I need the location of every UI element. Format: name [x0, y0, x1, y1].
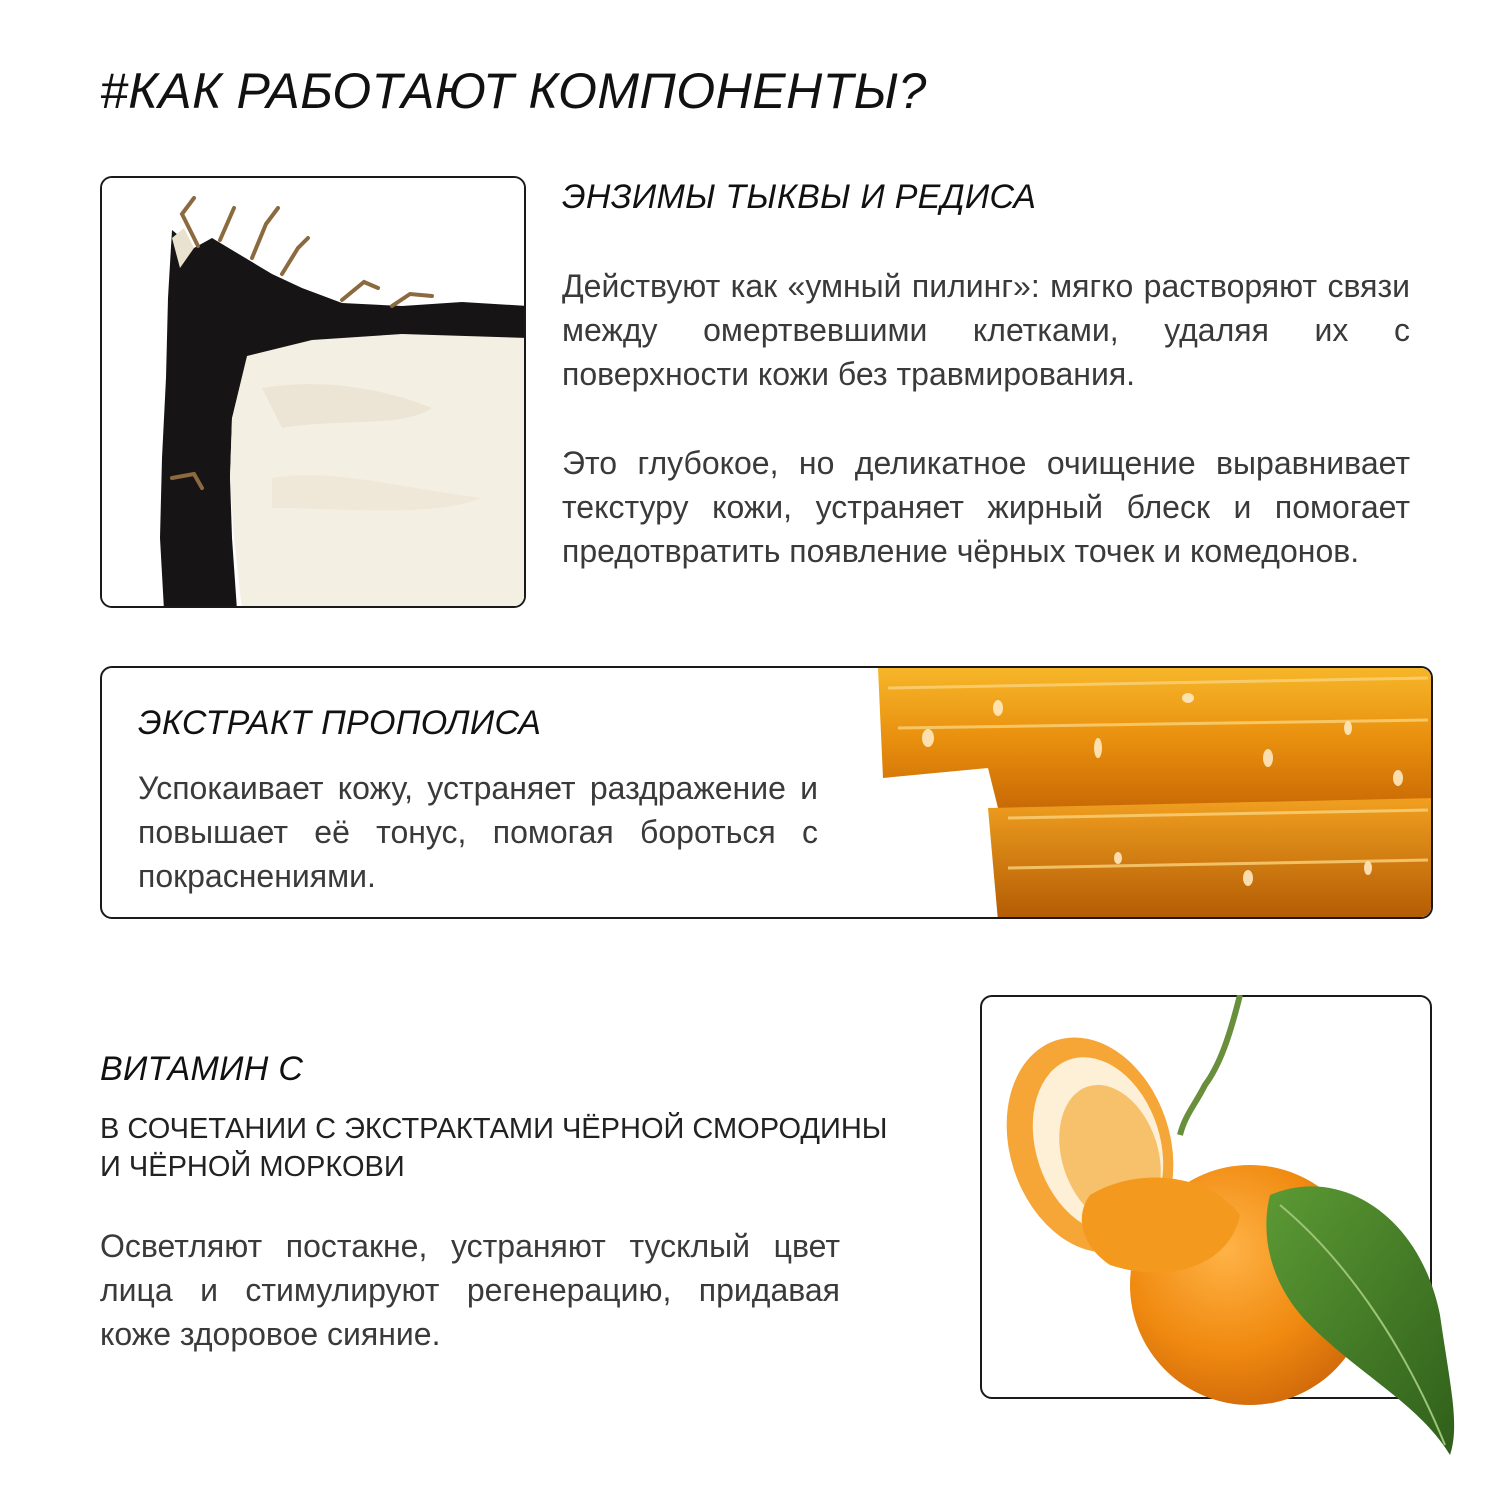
- section3-paragraph: Осветляют постакне, устраняют тусклый цвет лица и стимулируют регенерацию, придавая коже здоровое сияние.: [100, 1228, 840, 1352]
- section3-subtitle-line1: В СОЧЕТАНИИ С ЭКСТРАКТАМИ ЧЁРНОЙ СМОРОДИНЫ: [100, 1113, 888, 1145]
- section2-paragraph: Успокаивает кожу, устраняет раздражение и повышает её тонус, помогая бороться с покраснениями.: [138, 770, 818, 894]
- radish-image-frame: [100, 176, 526, 608]
- section1-paragraph1: Действуют как «умный пилинг»: мягко растворяют связи между омертвевшими клетками, удаляя их с поверхности кожи без травмирования.: [562, 268, 1410, 392]
- section1-title: ЭНЗИМЫ ТЫКВЫ И РЕДИСА: [562, 178, 1037, 216]
- page-title: #КАК РАБОТАЮТ КОМПОНЕНТЫ?: [100, 63, 927, 119]
- section1-paragraph2: Это глубокое, но деликатное очищение выравнивает текстуру кожи, устраняет жирный блеск и помогает предотвратить появление чёрных точек и комедонов.: [562, 445, 1410, 569]
- section3-title: ВИТАМИН С: [100, 1050, 304, 1088]
- section2-title: ЭКСТРАКТ ПРОПОЛИСА: [138, 704, 542, 742]
- propolis-card: [100, 666, 1433, 919]
- honeycomb-icon: [868, 668, 1433, 919]
- section3-subtitle-line2: И ЧЁРНОЙ МОРКОВИ: [100, 1151, 405, 1183]
- black-radish-slice-icon: [102, 178, 526, 608]
- tangerine-with-leaf-icon: [980, 995, 1480, 1455]
- section3-subtitle: [100, 1110, 887, 1186]
